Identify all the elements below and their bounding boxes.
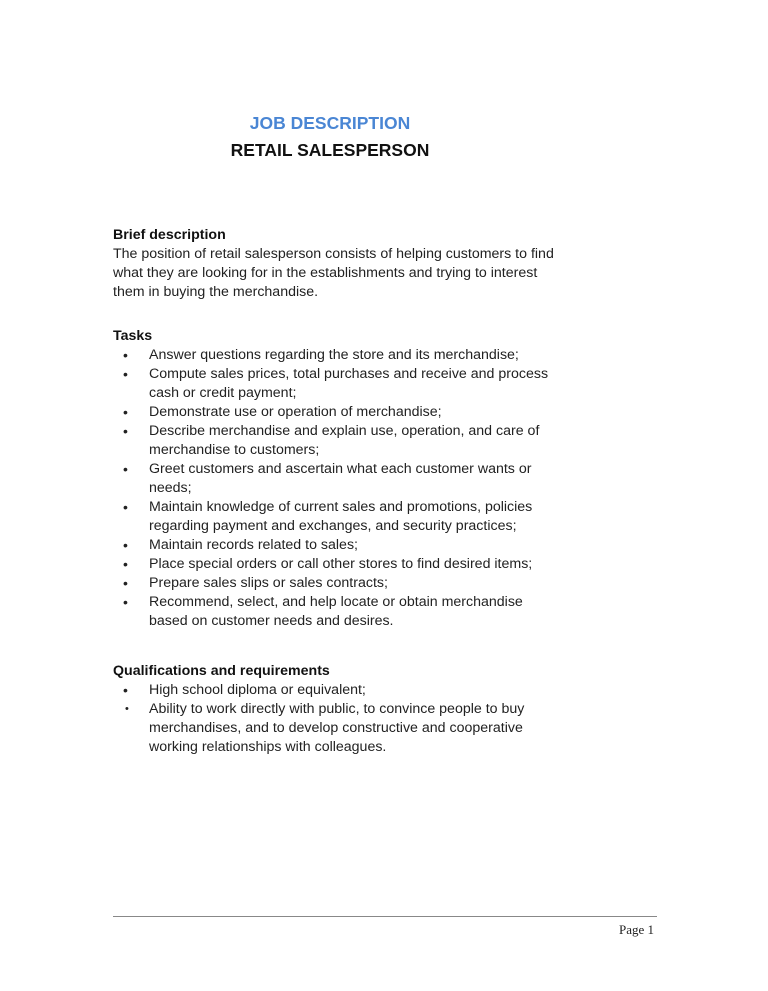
qualifications-section (113, 662, 613, 757)
list-item: • Describe merchandise and explain use, operation, and care of merchandise to customers; (123, 423, 540, 458)
bullet-icon: • (123, 423, 128, 439)
page-number: Page 1 (618, 922, 654, 937)
list-item: • Maintain knowledge of current sales and promotions, policies regarding payment and exchanges, and security practices; (123, 499, 533, 534)
tasks-list (113, 346, 553, 631)
list-item: • Place special orders or call other stores to find desired items; (123, 556, 533, 572)
tasks-heading: Tasks (113, 328, 153, 344)
bullet-icon: • (123, 366, 128, 382)
list-item: • Recommend, select, and help locate or obtain merchandise based on customer needs and desires. (123, 594, 523, 629)
list-item: • Maintain records related to sales; (123, 537, 358, 553)
bullet-icon: • (123, 682, 128, 698)
bullet-icon: • (123, 575, 128, 591)
brief-description-heading: Brief description (113, 227, 226, 243)
document-subtitle: RETAIL SALESPERSON (230, 140, 430, 160)
brief-description-text: The position of retail salesperson consists of helping customers to find what they are looking for in the establishments and trying to interest them in buying the merchandise. (113, 246, 554, 300)
bullet-icon: • (123, 404, 128, 420)
bullet-icon: • (123, 499, 128, 515)
qualifications-heading: Qualifications and requirements (113, 663, 330, 679)
footer-divider (113, 916, 657, 917)
list-item: • Answer questions regarding the store and its merchandise; (123, 347, 519, 363)
list-item: • Greet customers and ascertain what each customer wants or needs; (123, 461, 532, 496)
qualifications-list (113, 681, 553, 757)
document-title: JOB DESCRIPTION (249, 113, 411, 133)
bullet-icon: • (125, 703, 129, 715)
brief-description-section (113, 226, 613, 302)
tasks-section (113, 327, 613, 631)
list-item: • Compute sales prices, total purchases and receive and process cash or credit payment; (123, 366, 549, 401)
list-item: • Demonstrate use or operation of merchandise; (123, 404, 442, 420)
bullet-icon: • (123, 461, 128, 477)
list-item: • Ability to work directly with public, to convince people to buy merchandises, and to develop constructive and cooperative working relationships with colleagues. (125, 701, 525, 755)
list-item: • High school diploma or equivalent; (123, 682, 366, 698)
bullet-icon: • (123, 347, 128, 363)
bullet-icon: • (123, 537, 128, 553)
list-item: • Prepare sales slips or sales contracts; (123, 575, 388, 591)
bullet-icon: • (123, 594, 128, 610)
bullet-icon: • (123, 556, 128, 572)
